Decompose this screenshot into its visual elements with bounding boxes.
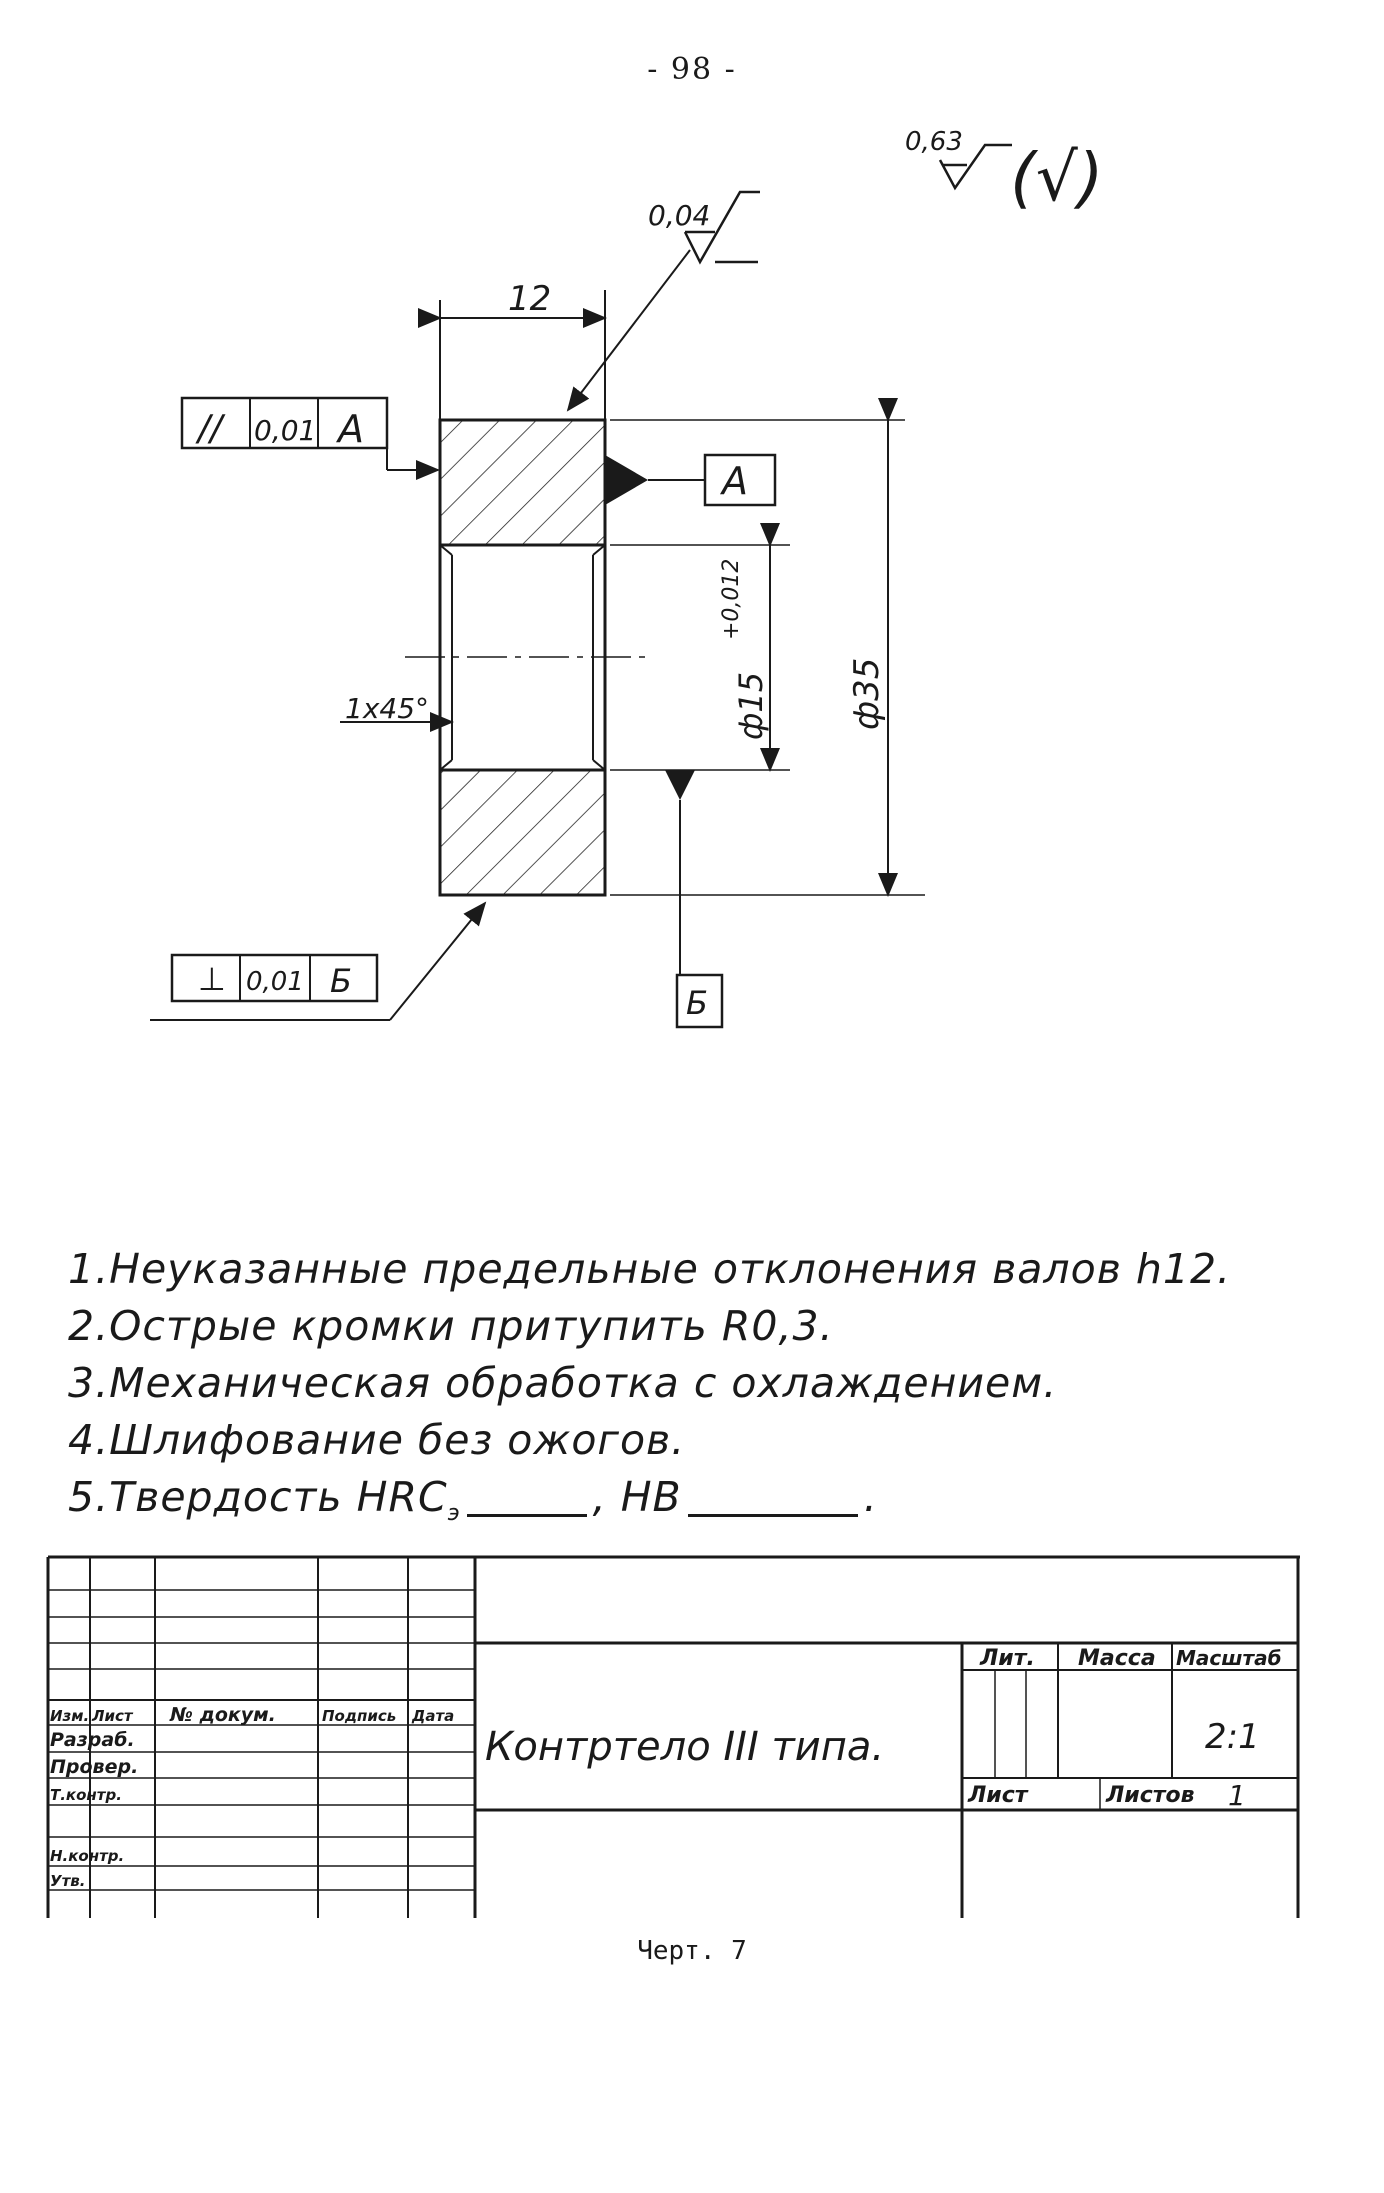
datum-b-label: Б [686,984,708,1022]
header-sign: Подпись [322,1707,397,1725]
inner-diameter-tolerance: +0,012 [719,558,744,640]
note-5-prefix: 5.Твердость HRC [68,1473,448,1521]
sheets-label: Листов [1106,1783,1195,1808]
role-prover: Провер. [50,1756,139,1778]
top-face-roughness-value: 0,04 [648,199,711,232]
header-izm: Изм. [50,1707,90,1725]
role-tkontr: Т.контр. [50,1786,122,1804]
note-5-end: . [863,1473,878,1521]
width-dimension-value: 12 [508,279,552,319]
note-2: 2.Острые кромки притупить R0,3. [68,1302,834,1350]
parallelism-symbol: // [198,408,223,449]
roughness-bracket: (√) [1010,139,1104,216]
inner-diameter-value: ф15 [732,671,770,740]
datum-a-label: A [722,459,748,503]
lit-label: Лит. [980,1646,1035,1671]
perpendicularity-symbol: ⊥ [198,960,226,998]
role-nkontr: Н.контр. [50,1847,125,1865]
header-date: Дата [412,1707,455,1725]
perpendicularity-value: 0,01 [246,967,304,997]
sheets-value: 1 [1228,1779,1246,1812]
header-list: Лист [92,1707,133,1725]
scale-value: 2:1 [1205,1717,1260,1757]
chamfer-value: 1x45° [345,692,430,725]
mass-label: Масса [1078,1646,1156,1671]
page-number: - 98 - [647,52,737,87]
drawing-title: Контртело III типа. [485,1724,885,1770]
perpendicularity-datum: Б [330,962,352,1000]
note-5-sub: э [447,1501,461,1527]
note-4: 4.Шлифование без ожогов. [68,1416,686,1464]
note-3: 3.Механическая обработка с охлаждением. [68,1359,1058,1407]
role-utv: Утв. [50,1872,86,1890]
header-doc: № докум. [170,1704,276,1726]
drawing-caption: Черт. 7 [637,1936,747,1966]
parallelism-value: 0,01 [254,414,317,447]
role-razrab: Разраб. [50,1729,135,1751]
note-5-middle: , HB [592,1473,682,1521]
scale-label: Масштаб [1176,1646,1282,1670]
general-roughness-value: 0,63 [905,127,963,157]
outer-diameter-value: ф35 [847,657,887,730]
parallelism-datum: A [338,407,364,451]
sheet-label: Лист [968,1783,1028,1808]
note-1: 1.Неуказанные предельные отклонения валов h12. [68,1245,1232,1293]
